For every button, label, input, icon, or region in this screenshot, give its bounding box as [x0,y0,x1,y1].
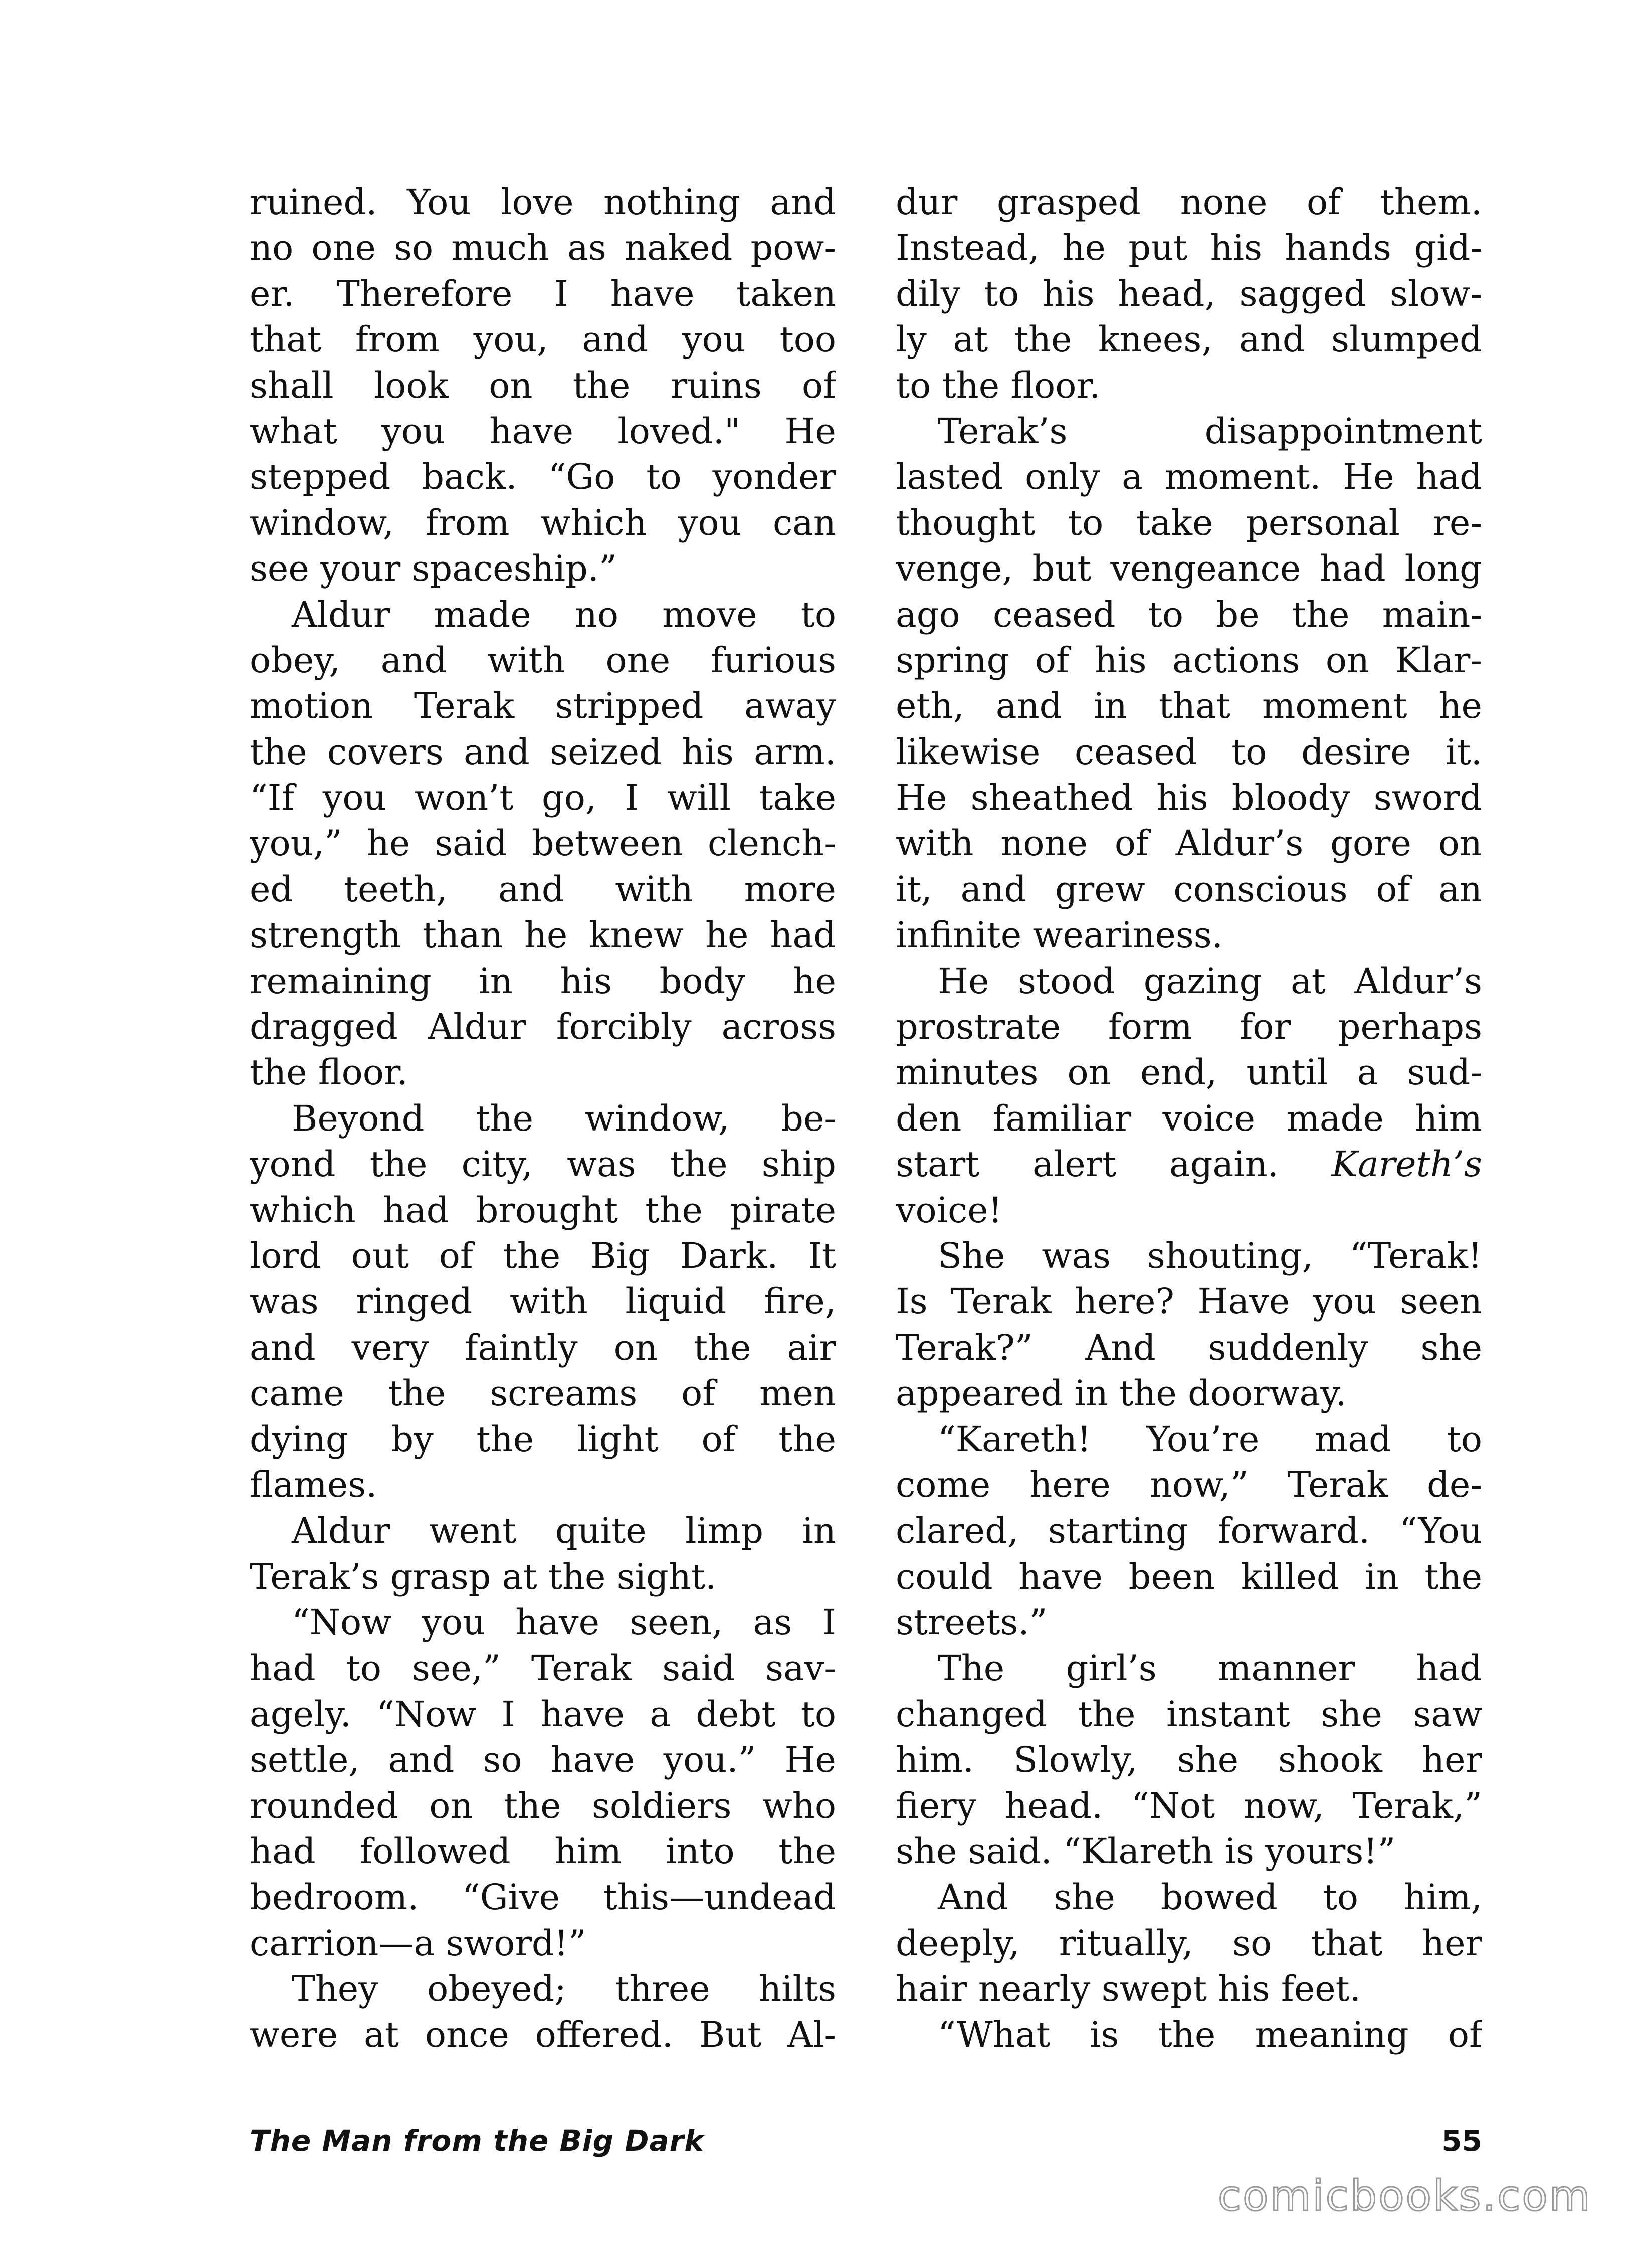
text-line: lasted only a moment. He had [896,456,1482,498]
text-line: carrion—a sword!” [250,1922,586,1964]
watermark: comicbooks.com [1218,2171,1592,2220]
text-line: minutes on end, until a sud- [896,1052,1482,1093]
text-line: what you have loved." He [250,410,836,452]
paragraph-start-line: She was shouting, “Terak! [938,1235,1482,1276]
left-text-column [250,179,836,2058]
paragraph-start-line: Aldur made no move to [292,594,836,635]
text-line: Is Terak here? Have you seen [896,1281,1482,1323]
text-line: voice! [896,1189,1002,1231]
text-line: changed the instant she saw [896,1693,1482,1735]
text-segment: start alert again. [896,1144,1279,1185]
text-line: dily to his head, sagged slow- [896,273,1482,314]
text-line: could have been killed in the [896,1556,1482,1597]
text-line: streets.” [896,1602,1048,1643]
paragraph-start-line: Aldur went quite limp in [292,1510,836,1552]
text-line: had to see,” Terak said sav- [250,1647,836,1689]
text-line: lord out of the Big Dark. It [250,1235,836,1276]
text-line: ruined. You love nothing and [250,181,836,223]
text-line: you,” he said between clench- [250,823,836,864]
text-line: stepped back. “Go to yonder [250,456,836,498]
paragraph-start-line: The girl’s manner had [938,1647,1482,1689]
text-line: with none of Aldur’s gore on [896,823,1482,864]
text-line: eth, and in that moment he [896,685,1482,727]
text-line: appeared in the doorway. [896,1373,1347,1414]
text-line: and very faintly on the air [250,1327,836,1368]
text-line: dragged Aldur forcibly across [250,1006,836,1048]
text-line: dur grasped none of them. [896,181,1482,223]
paragraph-start-line: He stood gazing at Aldur’s [938,960,1482,1002]
text-line: which had brought the pirate [250,1189,836,1231]
text-line: He sheathed his bloody sword [896,777,1482,819]
page-number: 55 [1441,2124,1482,2158]
text-line: to the floor. [896,364,1101,406]
text-line: came the screams of men [250,1373,836,1414]
text-line: were at once offered. But Al- [250,2014,836,2055]
text-line: motion Terak stripped away [250,685,836,727]
right-text-column [896,179,1482,2058]
text-line: prostrate form for perhaps [896,1006,1482,1048]
text-line: come here now,” Terak de- [896,1464,1482,1506]
text-line: yond the city, was the ship [250,1144,836,1185]
text-line: ed teeth, and with more [250,868,836,910]
text-line: no one so much as naked pow- [250,227,836,269]
text-line: likewise ceased to desire it. [896,731,1482,773]
paragraph-start-line: “Kareth! You’re mad to [938,1418,1482,1460]
text-line: fiery head. “Not now, Terak,” [896,1785,1482,1826]
text-line: Instead, he put his hands gid- [896,227,1482,269]
text-line: deeply, ritually, so that her [896,1922,1482,1964]
text-line: venge, but vengeance had long [896,548,1482,590]
text-line: bedroom. “Give this—undead [250,1876,836,1918]
text-line: rounded on the soldiers who [250,1785,836,1826]
text-line: den familiar voice made him [896,1097,1482,1139]
paragraph-start-line: “Now you have seen, as I [292,1602,836,1643]
paragraph-start-line: “What is the meaning of [938,2014,1482,2055]
text-line: agely. “Now I have a debt to [250,1693,836,1735]
text-line: ly at the knees, and slumped [896,319,1482,360]
text-line: Terak’s grasp at the sight. [250,1556,717,1597]
running-footer-title: The Man from the Big Dark [250,2124,704,2158]
text-line [896,1142,1482,1187]
text-line: him. Slowly, she shook her [896,1739,1482,1781]
text-line: clared, starting forward. “You [896,1510,1482,1552]
text-line: flames. [250,1464,377,1506]
text-line: had followed him into the [250,1831,836,1872]
paragraph-start-line: Beyond the window, be- [292,1097,836,1139]
text-line: thought to take personal re- [896,502,1482,543]
text-line: she said. “Klareth is yours!” [896,1831,1396,1872]
paragraph-start-line: And she bowed to him, [938,1876,1482,1918]
text-line: hair nearly swept his feet. [896,1968,1361,2010]
text-line: settle, and so have you.” He [250,1739,836,1781]
text-line: see your spaceship.” [250,548,617,590]
italic-name: Kareth’s [1331,1144,1482,1185]
text-line: obey, and with one furious [250,639,836,681]
text-line: the floor. [250,1052,408,1093]
text-line: window, from which you can [250,502,836,543]
text-line: spring of his actions on Klar- [896,639,1482,681]
text-line: the covers and seized his arm. [250,731,836,773]
text-line: ago ceased to be the main- [896,594,1482,635]
text-line: it, and grew conscious of an [896,868,1482,910]
text-line: dying by the light of the [250,1418,836,1460]
text-line: strength than he knew he had [250,914,836,956]
text-line: was ringed with liquid fire, [250,1281,836,1323]
text-line: shall look on the ruins of [250,364,836,406]
paragraph-start-line: Terak’s disappointment [938,410,1482,452]
text-line: er. Therefore I have taken [250,273,836,314]
paragraph-start-line: They obeyed; three hilts [292,1968,836,2010]
text-line: that from you, and you too [250,319,836,360]
text-line: infinite weariness. [896,914,1223,956]
text-line: Terak?” And suddenly she [896,1327,1482,1368]
text-line: remaining in his body he [250,960,836,1002]
text-line: “If you won’t go, I will take [250,777,836,819]
